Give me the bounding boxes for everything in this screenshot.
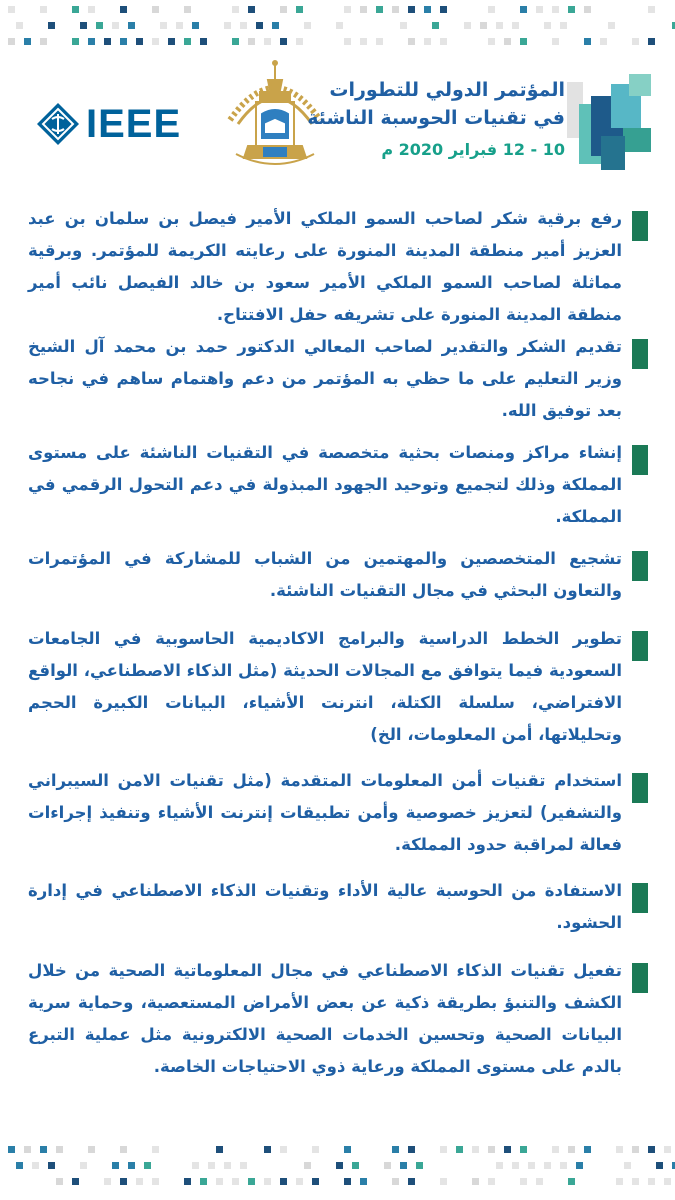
pixel-dot bbox=[440, 1178, 447, 1185]
pixel-dot bbox=[408, 1178, 415, 1185]
pixel-dot bbox=[440, 1146, 447, 1153]
pixel-dot bbox=[72, 38, 79, 45]
pixel-dot bbox=[568, 1146, 575, 1153]
pixel-dot bbox=[184, 38, 191, 45]
pixel-dot bbox=[648, 6, 655, 13]
pixel-dot bbox=[264, 1178, 271, 1185]
pixel-dot bbox=[496, 1162, 503, 1169]
pixel-dot bbox=[200, 38, 207, 45]
bullet-marker-icon bbox=[632, 551, 648, 581]
pixel-dot bbox=[152, 1178, 159, 1185]
pixel-dot bbox=[216, 1178, 223, 1185]
bullet-marker-icon bbox=[632, 963, 648, 993]
pixel-dot bbox=[648, 1178, 655, 1185]
recommendation-text: تطوير الخطط الدراسية والبرامج الاكاديمية الحاسوبية في الجامعات السعودية فيما يتوافق مع المجالات الحديثة (مثل الذكاء الاصطناعي، الواقع الافتراضي، سلسلة الكتلة، انترنت الأشياء، البيانات الكبيرة الحجم وتحليلاتها، أمن المعلومات، الخ) bbox=[28, 629, 622, 744]
pixel-dot bbox=[280, 1178, 287, 1185]
pixel-dot bbox=[344, 1146, 351, 1153]
list-item bbox=[28, 331, 648, 437]
pixel-dot bbox=[16, 22, 23, 29]
recommendation-text: استخدام تقنيات أمن المعلومات المتقدمة (مثل تقنيات الامن السيبراني والتشفير) لتعزيز خصوصية وأمن تطبيقات إنترنت الأشياء وتنفيذ إجراءات فعالة لمراقبة حدود المملكة. bbox=[28, 771, 622, 854]
pixel-dot bbox=[232, 6, 239, 13]
pixel-dot bbox=[552, 6, 559, 13]
pixel-dot bbox=[208, 1162, 215, 1169]
pixel-dot bbox=[88, 6, 95, 13]
pixel-dot bbox=[408, 6, 415, 13]
pixel-dot bbox=[280, 6, 287, 13]
pixel-dot bbox=[264, 38, 271, 45]
pixel-dot bbox=[528, 1162, 535, 1169]
pixel-dot bbox=[104, 38, 111, 45]
pixel-dot bbox=[616, 1178, 623, 1185]
pixel-dot bbox=[24, 1146, 31, 1153]
pixel-dot bbox=[480, 22, 487, 29]
pixel-dot bbox=[344, 6, 351, 13]
pixel-dot bbox=[192, 1162, 199, 1169]
pixel-dot bbox=[96, 22, 103, 29]
recommendation-text: رفع برقية شكر لصاحب السمو الملكي الأمير فيصل بن سلمان بن عبد العزيز أمير منطقة المدينة المنورة على رعايته الكريمة للمؤتمر. وبرقية مماثلة لصاحب السمو الملكي الأمير سعود بن خالد الفيصل نائب أمير منطقة المدينة المنورة على تشريفه حفل الافتتاح. bbox=[28, 209, 622, 324]
pixel-dot bbox=[376, 6, 383, 13]
pixel-dot bbox=[400, 1162, 407, 1169]
pixel-dot bbox=[560, 1162, 567, 1169]
pixel-dot bbox=[512, 1162, 519, 1169]
ieee-diamond-icon bbox=[36, 102, 80, 146]
pixel-dot bbox=[224, 22, 231, 29]
pixel-dot bbox=[40, 1146, 47, 1153]
pixel-dot bbox=[624, 1162, 631, 1169]
pixel-dot bbox=[584, 1146, 591, 1153]
pixel-dot bbox=[472, 1146, 479, 1153]
pixel-dot bbox=[48, 1162, 55, 1169]
recommendation-text: إنشاء مراكز ومنصات بحثية متخصصة في التقنيات الناشئة على مستوى المملكة وذلك لتجميع وتوحيد الجهود المبذولة في دعم التحول الرقمي في المملكة. bbox=[28, 443, 622, 526]
pixel-dot bbox=[568, 6, 575, 13]
bottom-dots-decoration bbox=[0, 1138, 675, 1200]
pixel-dot bbox=[496, 22, 503, 29]
pixel-dot bbox=[72, 6, 79, 13]
pixel-dot bbox=[584, 38, 591, 45]
pixel-dot bbox=[8, 6, 15, 13]
bullet-marker-icon bbox=[632, 773, 648, 803]
pixel-dot bbox=[336, 1162, 343, 1169]
pixel-dot bbox=[152, 1146, 159, 1153]
pixel-dot bbox=[216, 1146, 223, 1153]
pixel-dot bbox=[360, 1178, 367, 1185]
pixel-dot bbox=[16, 1162, 23, 1169]
pixel-dot bbox=[48, 22, 55, 29]
pixel-dot bbox=[520, 6, 527, 13]
pixel-dot bbox=[280, 1146, 287, 1153]
pixel-dot bbox=[312, 1178, 319, 1185]
bullet-marker-icon bbox=[632, 631, 648, 661]
pixel-dot bbox=[552, 1146, 559, 1153]
pixel-dot bbox=[440, 38, 447, 45]
pixel-dot bbox=[488, 6, 495, 13]
pixel-dot bbox=[40, 38, 47, 45]
pixel-dot bbox=[160, 22, 167, 29]
pixel-dot bbox=[384, 1162, 391, 1169]
pixel-dot bbox=[352, 1162, 359, 1169]
pixel-dot bbox=[488, 1178, 495, 1185]
pixel-dot bbox=[632, 38, 639, 45]
pixel-dot bbox=[168, 38, 175, 45]
pixel-dot bbox=[88, 1146, 95, 1153]
conference-title bbox=[305, 76, 565, 159]
pixel-dot bbox=[504, 1146, 511, 1153]
pixel-dot bbox=[560, 22, 567, 29]
pixel-dot bbox=[152, 38, 159, 45]
pixel-dot bbox=[184, 1178, 191, 1185]
pixel-dot bbox=[296, 1178, 303, 1185]
pixel-dot bbox=[608, 22, 615, 29]
pixel-dot bbox=[472, 1178, 479, 1185]
pixel-dot bbox=[112, 1162, 119, 1169]
pixel-dot bbox=[104, 1178, 111, 1185]
pixel-dot bbox=[176, 22, 183, 29]
pixel-dot bbox=[80, 1162, 87, 1169]
list-item bbox=[28, 875, 648, 955]
pixel-dot bbox=[544, 22, 551, 29]
pixel-dot bbox=[272, 22, 279, 29]
pixel-dot bbox=[232, 38, 239, 45]
pixel-dot bbox=[424, 6, 431, 13]
pixel-dot bbox=[136, 1178, 143, 1185]
list-item bbox=[28, 543, 648, 623]
pixel-dot bbox=[432, 22, 439, 29]
pixel-dot bbox=[88, 38, 95, 45]
pixel-dot bbox=[248, 1178, 255, 1185]
pixel-dot bbox=[536, 6, 543, 13]
pixel-dot bbox=[24, 38, 31, 45]
pixel-dot bbox=[120, 1178, 127, 1185]
pixel-dot bbox=[8, 38, 15, 45]
pixel-dot bbox=[184, 6, 191, 13]
pixel-dot bbox=[392, 1178, 399, 1185]
pixel-dot bbox=[552, 38, 559, 45]
pixel-dot bbox=[112, 22, 119, 29]
recommendations-list bbox=[28, 203, 648, 1095]
pixel-dot bbox=[144, 1162, 151, 1169]
pixel-dot bbox=[248, 38, 255, 45]
pixel-dot bbox=[256, 22, 263, 29]
pixel-dot bbox=[600, 38, 607, 45]
recommendation-text: تفعيل تقنيات الذكاء الاصطناعي في مجال المعلوماتية الصحية من خلال الكشف والتنبؤ بطريقة ذكية عن بعض الأمراض المستعصية، وحماية سرية البيانات الصحية وتحسين الخدمات الصحية الالكترونية مثل عملية التبرع بالدم على مستوى المملكة ورعاية ذوي الاحتياجات الخاصة. bbox=[28, 961, 622, 1076]
recommendation-text: الاستفادة من الحوسبة عالية الأداء وتقنيات الذكاء الاصطناعي في إدارة الحشود. bbox=[28, 881, 622, 932]
pixel-dot bbox=[456, 1146, 463, 1153]
list-item bbox=[28, 623, 648, 765]
pixel-dot bbox=[304, 22, 311, 29]
pixel-dot bbox=[488, 38, 495, 45]
pixel-dot bbox=[192, 22, 199, 29]
pixel-dot bbox=[304, 1162, 311, 1169]
pixel-dot bbox=[344, 38, 351, 45]
pixel-dot bbox=[544, 1162, 551, 1169]
pixel-dot bbox=[616, 1146, 623, 1153]
bullet-marker-icon bbox=[632, 211, 648, 241]
pixel-dot bbox=[280, 38, 287, 45]
bullet-marker-icon bbox=[632, 883, 648, 913]
pixel-dot bbox=[576, 1162, 583, 1169]
top-dots-decoration bbox=[0, 0, 675, 50]
pixel-dot bbox=[80, 22, 87, 29]
pixel-dot bbox=[464, 22, 471, 29]
pixel-dot bbox=[296, 6, 303, 13]
conference-date: 10 - 12 فبراير 2020 م bbox=[381, 140, 565, 159]
pixel-dot bbox=[424, 38, 431, 45]
pixel-dot bbox=[520, 38, 527, 45]
pixel-dot bbox=[568, 1178, 575, 1185]
pixel-dot bbox=[336, 22, 343, 29]
pixel-dot bbox=[360, 6, 367, 13]
pixel-dot bbox=[128, 1162, 135, 1169]
conference-title-line1: المؤتمر الدولي للتطورات bbox=[329, 79, 565, 101]
pixel-dot bbox=[200, 1178, 207, 1185]
pixel-dot bbox=[32, 1162, 39, 1169]
pixel-dot bbox=[392, 6, 399, 13]
pixel-dot bbox=[240, 1162, 247, 1169]
pixel-dot bbox=[56, 1146, 63, 1153]
pixel-dot bbox=[240, 22, 247, 29]
pixel-dot bbox=[440, 6, 447, 13]
pixel-dot bbox=[344, 1178, 351, 1185]
pixel-dot bbox=[408, 1146, 415, 1153]
pixel-dot bbox=[136, 38, 143, 45]
pixel-dot bbox=[392, 1146, 399, 1153]
list-item bbox=[28, 203, 648, 331]
pixel-dot bbox=[360, 38, 367, 45]
pixel-dot bbox=[488, 1146, 495, 1153]
pixel-dot bbox=[504, 38, 511, 45]
pixel-dot bbox=[632, 1146, 639, 1153]
pixel-dot bbox=[656, 1162, 663, 1169]
pixel-dot bbox=[520, 1146, 527, 1153]
conference-title-line2: في تقنيات الحوسبة الناشئة bbox=[307, 107, 565, 129]
pixel-dot bbox=[264, 1146, 271, 1153]
ieee-logo bbox=[36, 102, 188, 146]
pixel-dot bbox=[232, 1178, 239, 1185]
pixel-dot bbox=[664, 1146, 671, 1153]
pixel-dot bbox=[248, 6, 255, 13]
list-item bbox=[28, 437, 648, 543]
pixel-dot bbox=[632, 1178, 639, 1185]
pixel-dot bbox=[152, 6, 159, 13]
list-item bbox=[28, 765, 648, 875]
bullet-marker-icon bbox=[632, 445, 648, 475]
pixel-dot bbox=[648, 1146, 655, 1153]
pixel-dot bbox=[400, 22, 407, 29]
pixel-dot bbox=[224, 1162, 231, 1169]
list-item bbox=[28, 955, 648, 1095]
pixel-dot bbox=[536, 1178, 543, 1185]
pixel-dot bbox=[72, 1178, 79, 1185]
pixel-dot bbox=[584, 6, 591, 13]
pixel-dot bbox=[120, 6, 127, 13]
pixel-dot bbox=[648, 38, 655, 45]
conference-logo-squares-icon bbox=[567, 74, 655, 174]
bullet-marker-icon bbox=[632, 339, 648, 369]
recommendation-text: تشجيع المتخصصين والمهتمين من الشباب للمشاركة في المؤتمرات والتعاون البحثي في مجال التقنيات الناشئة. bbox=[28, 549, 622, 600]
ieee-logo-text: IEEE bbox=[86, 102, 182, 146]
pixel-dot bbox=[120, 1146, 127, 1153]
pixel-dot bbox=[56, 1178, 63, 1185]
pixel-dot bbox=[416, 1162, 423, 1169]
pixel-dot bbox=[408, 38, 415, 45]
pixel-dot bbox=[128, 22, 135, 29]
pixel-dot bbox=[296, 38, 303, 45]
header bbox=[0, 52, 675, 180]
pixel-dot bbox=[376, 38, 383, 45]
recommendation-text: تقديم الشكر والتقدير لصاحب المعالي الدكتور حمد بن محمد آل الشيخ وزير التعليم على ما حظي به المؤتمر من دعم واهتمام ساهم في نجاحه بعد توفيق الله. bbox=[28, 337, 622, 420]
pixel-dot bbox=[520, 1178, 527, 1185]
pixel-dot bbox=[120, 38, 127, 45]
pixel-dot bbox=[40, 6, 47, 13]
pixel-dot bbox=[8, 1146, 15, 1153]
pixel-dot bbox=[512, 22, 519, 29]
pixel-dot bbox=[664, 1178, 671, 1185]
pixel-dot bbox=[312, 1146, 319, 1153]
